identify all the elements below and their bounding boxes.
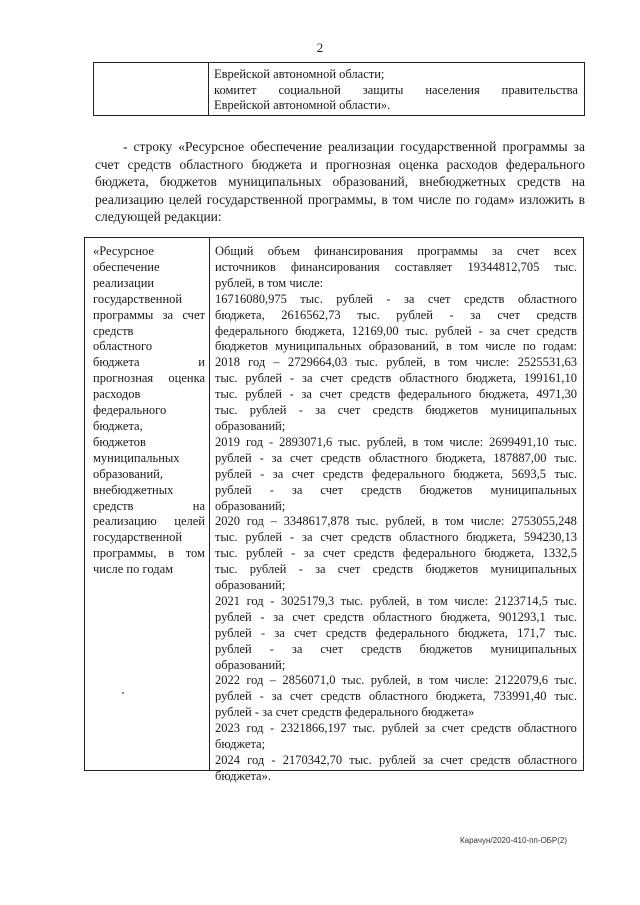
right-cell-line: рублей, в том числе: — [215, 275, 324, 290]
right-cell-line: бюджета, 2616562,73 тыс. рублей - за счет средств — [215, 307, 577, 322]
left-cell-line: числе по годам — [93, 562, 174, 577]
right-cell-line: образований; — [215, 418, 286, 433]
right-cell-line: рублей - за счет средств областного бюджета, 733991,40 тыс. — [215, 689, 577, 704]
top-table-line — [214, 83, 578, 99]
left-cell-line: областного — [93, 339, 153, 354]
right-cell-line: рублей - за счет средств бюджетов муниципальных — [215, 482, 577, 497]
left-cell-line: образований, — [93, 466, 164, 481]
right-cell-line: образований; — [215, 578, 286, 593]
right-cell-line: тыс. рублей - за счет средств федерального бюджета, 4971,30 — [215, 387, 577, 402]
left-cell-line: государственной — [93, 530, 183, 545]
word: комитет — [214, 82, 257, 97]
right-cell-line: тыс. рублей - за счет средств федерального бюджета, 1332,5 — [215, 546, 577, 561]
top-table-line: Еврейской автономной области». — [214, 98, 391, 112]
right-cell-line: рублей - за счет средств федерального бюджета» — [215, 705, 475, 720]
left-cell-line: государственной — [93, 291, 183, 306]
table-divider — [208, 63, 209, 115]
left-cell-line: программы, в том — [93, 546, 205, 561]
left-cell-line: реализацию целей — [93, 514, 205, 529]
right-cell-line: 2022 год – 2856071,0 тыс. рублей, в том числе: 2122079,6 тыс. — [215, 673, 577, 688]
amendment-paragraph-text: - строку «Ресурсное обеспечение реализации государственной программы за счет средств областного бюджета и прогнозная оценка расходов федерального бюджета, бюджетов муниципальных образований, внебюджетных средств на реализацию целей государственной программы, в том числе по годам» изложить в следующей редакции: — [95, 139, 585, 224]
right-cell-line: тыс. рублей - за счет средств бюджетов муниципальных — [215, 403, 577, 418]
right-cell-line: Общий объем финансирования программы за счет всех — [215, 244, 577, 258]
left-cell-line: бюджетов — [93, 434, 146, 449]
table-divider — [209, 238, 210, 770]
top-table-right-cell — [214, 67, 578, 114]
main-table — [84, 237, 584, 783]
word: населения — [425, 82, 480, 97]
right-cell-line: тыс. рублей - за счет средств областного бюджета, 594230,13 — [215, 530, 577, 545]
word: правительства — [501, 82, 578, 97]
left-cell-line: федерального — [93, 403, 167, 418]
right-cell-line: бюджета». — [215, 768, 271, 783]
right-cell-line: тыс. рублей - за счет средств областного бюджета, 199161,10 — [215, 371, 577, 386]
left-cell-line: «Ресурсное — [93, 244, 154, 258]
right-cell-line: 2020 год – 3348617,878 тыс. рублей, в том числе: 2753055,248 — [215, 514, 577, 529]
right-cell-line: рублей - за счет средств бюджетов муниципальных — [215, 641, 577, 656]
right-cell-line: бюджета; — [215, 737, 266, 752]
right-cell-line: рублей - за счет средств федерального бюджета, 171,7 тыс. — [215, 625, 577, 640]
left-cell-line: реализации — [93, 275, 155, 290]
word: социальной — [278, 82, 341, 97]
left-cell-line: бюджета, — [93, 418, 143, 433]
page-number: 2 — [316, 40, 324, 55]
left-cell-line: расходов — [93, 387, 141, 402]
word: защиты — [362, 82, 404, 97]
left-cell-line: внебюджетных — [93, 482, 174, 497]
right-cell-line: 16716080,975 тыс. рублей - за счет средств областного — [215, 291, 577, 306]
scan-speck — [122, 692, 124, 694]
left-cell-line: муниципальных — [93, 450, 180, 465]
left-cell-line: обеспечение — [93, 259, 160, 274]
amendment-paragraph — [95, 138, 585, 226]
right-cell-line: 2021 год - 3025179,3 тыс. рублей, в том числе: 2123714,5 тыс. — [215, 593, 577, 608]
top-table-line: Еврейской автономной области; — [214, 67, 385, 81]
right-cell-line: бюджетов муниципальных образований, в том числе по годам: — [215, 339, 577, 354]
top-table — [93, 62, 585, 116]
right-cell-line: федерального бюджета, 12169,00 тыс. рублей - за счет средств — [215, 323, 577, 338]
right-cell-line: источников финансирования составляет 19344812,705 тыс. — [215, 259, 577, 274]
right-cell-line: образований; — [215, 657, 286, 672]
main-table-right-cell — [215, 244, 577, 785]
left-cell-line: бюджета и — [93, 355, 205, 370]
main-table-left-cell — [93, 244, 205, 578]
right-cell-line: 2019 год - 2893071,6 тыс. рублей, в том числе: 2699491,10 тыс. — [215, 434, 577, 449]
document-code: Карачун/2020-410-пп-ОБР(2) — [460, 836, 568, 845]
right-cell-line: рублей - за счет средств федерального бюджета, 5693,5 тыс. — [215, 466, 577, 481]
left-cell-line: программы за счет — [93, 307, 205, 322]
left-cell-line: средств — [93, 323, 134, 338]
right-cell-line: образований; — [215, 498, 286, 513]
right-cell-line: 2018 год – 2729664,03 тыс. рублей, в том числе: 2525531,63 — [215, 355, 577, 370]
right-cell-line: тыс. рублей - за счет средств бюджетов муниципальных — [215, 562, 577, 577]
right-cell-line: рублей - за счет средств областного бюджета, 187887,00 тыс. — [215, 450, 577, 465]
right-cell-line: 2023 год - 2321866,197 тыс. рублей за счет средств областного — [215, 721, 577, 736]
right-cell-line: рублей - за счет средств областного бюджета, 901293,1 тыс. — [215, 609, 577, 624]
right-cell-line: 2024 год - 2170342,70 тыс. рублей за счет средств областного — [215, 753, 577, 767]
left-cell-line: средств на — [93, 498, 205, 513]
left-cell-line: прогнозная оценка — [93, 371, 205, 386]
